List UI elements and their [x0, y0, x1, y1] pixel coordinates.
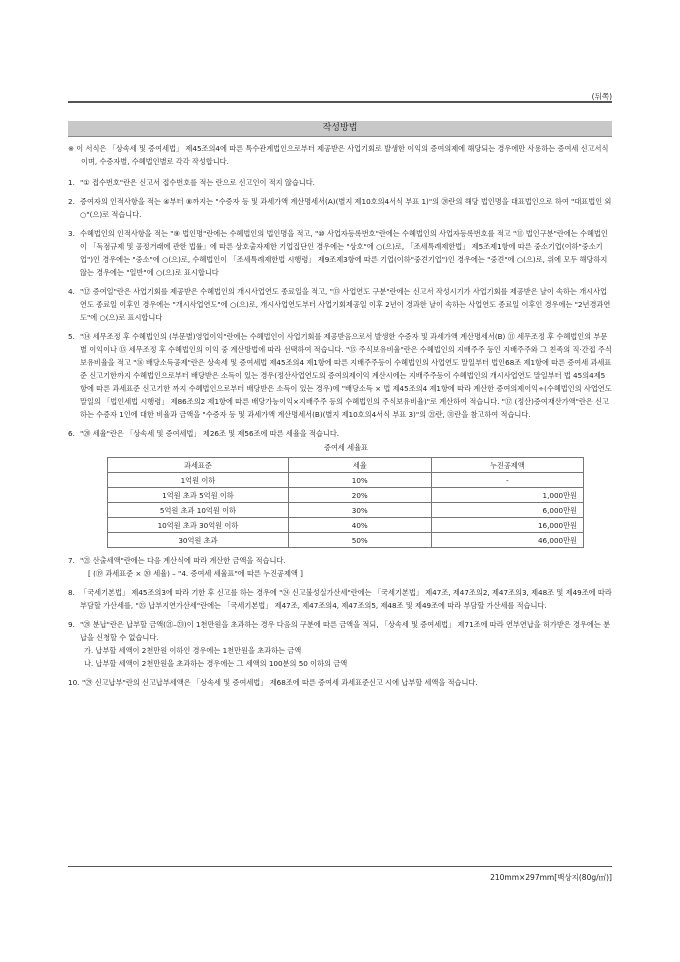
column-header: 세율 — [288, 458, 431, 473]
tax-base-cell: 1억원 이하 — [108, 473, 289, 488]
item-number: 8. — [68, 588, 75, 597]
item-text: "㉙ 신고납부"란의 신고납부세액은 「상속세 및 증여세법」 제68조에 따른 증여세 과세표준신고 시에 납부할 세액을 적습니다. — [82, 678, 478, 687]
tax-rate-cell: 20% — [288, 488, 431, 503]
deduction-cell: 6,000만원 — [431, 503, 583, 518]
instruction-item-10 — [68, 676, 612, 689]
tax-rate-cell: 10% — [288, 473, 431, 488]
item-text: 「국세기본법」 제45조의3에 따라 기한 후 신고를 하는 경우에 "㉔ 신고불성실가산세"란에는 「국세기본법」 제47조, 제47조의2, 제47조의3, 제48조 및 제49조에 따라 부담할 가산세를, "㉕ 납부지연가산세"란에는 「국세기본법」 제47조, 제47조의4, 제47조의5, 제48조 및 제49조에 따라 부담할 가산세를 적습니다. — [80, 588, 612, 610]
item-number: 4. — [68, 287, 75, 296]
tax-base-cell: 30억원 초과 — [108, 533, 289, 548]
table-row — [108, 503, 584, 518]
instruction-item — [68, 176, 612, 189]
section-heading: 작성방법 — [68, 121, 612, 137]
bottom-divider — [68, 866, 612, 867]
tax-rate-table — [107, 457, 584, 548]
item-text: "⑳ 세율"란은 「상속세 및 증여세법」 제26조 및 제56조에 따른 세율을 적습니다. — [80, 429, 340, 438]
item-text: 증여자의 인적사항을 적는 ④부터 ⑧까지는 "수증자 등 및 과세가액 계산명세서(A)(별지 제10호의4서식 부표 1)"의 ⑳란의 해당 법인명을 대표법인으로 하여 "대표법인 외 ○"(으)로 적습니다. — [80, 197, 612, 219]
table-row — [108, 533, 584, 548]
item-text: 수혜법인의 인적사항을 적는 "⑨ 법인명"란에는 수혜법인의 법인명을 적고, "⑩ 사업자등록번호"란에는 수혜법인의 사업자등록번호를 적고 "⑪ 법인구분"란에는 수혜법인이 「독점규제 및 공정거래에 관한 법률」에 따른 상호출자제한 기업집단인 경우에는 "상호"에 ○(으)로, 「조세특례제한법」 제5조제1항에 따른 중소기업(이하"중소기업")인 경우에는 "중소"에 ○(으)로, 수혜법인이 「조세특례제한법 시행령」 제9조제3항에 따른 기업(이하"중견기업")인 경우에는 "중견"에 ○(으)로, 위에 모두 해당하지 않는 경우에는 "일반"에 ○(으)로 표시합니다 — [80, 229, 608, 277]
top-divider — [68, 101, 612, 103]
tax-base-cell: 5억원 초과 10억원 이하 — [108, 503, 289, 518]
item-text: "㉘ 분납"란은 납부할 금액(㉑–㉓)이 1천만원을 초과하는 경우 다음의 구분에 따른 금액을 적되, 「상속세 및 증여세법」 제71조에 따라 연부연납을 허가받은 경우에는 분납을 신청할 수 없습니다. — [80, 620, 611, 642]
deduction-cell: 1,000만원 — [431, 488, 583, 503]
instruction-item — [68, 586, 612, 612]
instruction-item — [68, 227, 612, 279]
item-text: "⑫ 증여일"란은 사업기회를 제공받은 수혜법인의 개시사업연도 종료일을 적고, "⑬ 사업연도 구분"란에는 신고서 작성시기가 사업기회를 제공받은 날이 속하는 개시사업연도 종료일 이후인 경우에는 "개시사업연도"에 ○(으)로, 개시사업연도부터 사업기회제공일 이후 2년이 경과한 날이 속하는 사업연도 종료일 이후인 경우에는 "2년경과연도"에 ○(으)로 표시합니다 — [80, 287, 611, 322]
usage-note: ※ 이 서식은 「상속세 및 증여세법」 제45조의4에 따른 특수관계법인으로부터 제공받은 사업기회로 발생한 이익의 증여의제에 해당되는 경우에만 사용하는 증여세 신고서식이며, 수증자별, 수혜법인별로 각각 작성합니다. — [68, 144, 609, 166]
item-number: 1. — [68, 178, 75, 187]
table-row — [108, 518, 584, 533]
instruction-item — [68, 195, 612, 221]
back-page-label: (뒤쪽) — [591, 92, 612, 101]
instruction-item — [68, 330, 612, 421]
tax-table-title: 증여세 세율표 — [324, 443, 368, 452]
item-text: "① 접수번호"란은 신고서 접수번호를 적는 란으로 신고인이 적지 않습니다. — [80, 178, 315, 187]
table-row — [108, 473, 584, 488]
tax-base-cell: 10억원 초과 30억원 이하 — [108, 518, 289, 533]
item-number: 10. — [68, 678, 80, 687]
deduction-cell: 46,000만원 — [431, 533, 583, 548]
instruction-item — [68, 285, 612, 324]
sub-item-ga: 가. 납부할 세액이 2천만원 이하인 경우에는 1천만원을 초과하는 금액 — [84, 646, 302, 655]
item-text: "⑭ 세무조정 후 수혜법인의 (부문별)영업이익"란에는 수혜법인이 사업기회를 제공받음으로서 발생한 수증자 및 과세가액 계산명세서(B) ⑪ 세무조정 후 수혜법인의 부문별 이익이나 ⑮ 세무조정 후 수혜법인의 이익 중 계산방법에 따라 선택하여 적습니다. "⑮ 주식보유비율"란은 수혜법인의 지배주주 등인 지배주주와 그 친족의 직·간접 주식보유비율을 적고 "⑯ 배당소득공제"란은 상속세 및 증여세법 제45조의4 제1항에 따른 지배주주등이 수혜법인의 사업연도 말일부터 법인68조 제1항에 따른 증여세 과세표준 신고기한까지 수혜법인으로부터 배당받은 소득이 있는 경우(정산사업연도의 증여의제이익 계산시에는 지배주주등이 수혜법인의 개시사업연도 말일부터 법 45의4제5항에 따른 과세표준 신고기한 까지 수혜법인으로부터 배당받은 소득이 있는 경우)에 "배당소득 × 법 제45조의4 제1항에 따라 계산한 증여의제이익÷(수혜법인의 사업연도 말일의 「법인세법 시행령」 제86조의2 제1항에 따른 배당가능이익×지배주주 등의 수혜법인의 주식보유비율)"로 계산하여 적습니다. "⑰ (정산)증여재산가액"란은 신고하는 수증자 1인에 대한 비율과 금액을 "수증자 등 및 과세가액 계산명세서(B)(별지 제10호의4서식 부표 3)"의 ㉑란, ㉛란을 참고하여 적습니다. — [80, 332, 612, 419]
tax-rate-cell: 40% — [288, 518, 431, 533]
column-header: 누진공제액 — [431, 458, 583, 473]
deduction-cell: 16,000만원 — [431, 518, 583, 533]
deduction-cell: - — [431, 473, 583, 488]
item-text: "㉑ 산출세액"란에는 다음 계산식에 따라 계산한 금액을 적습니다. — [80, 556, 286, 565]
paper-size-footer: 210mm×297mm[백상지(80g/㎡)] — [490, 873, 612, 882]
item-number: 5. — [68, 332, 75, 341]
instruction-item-7 — [68, 554, 612, 580]
item-number: 2. — [68, 197, 75, 206]
item-number: 3. — [68, 229, 75, 238]
tax-base-cell: 1억원 초과 5억원 이하 — [108, 488, 289, 503]
column-header: 과세표준 — [108, 458, 289, 473]
tax-rate-cell: 30% — [288, 503, 431, 518]
instruction-item-9 — [68, 618, 612, 670]
tax-formula: [ (⑲ 과세표준 × ⑳ 세율) – "4. 증여세 세율표"에 따른 누진공제액 ] — [88, 569, 303, 578]
item-number: 6. — [68, 429, 75, 438]
instruction-item-6 — [68, 427, 612, 548]
table-header-row — [108, 458, 584, 473]
tax-rate-cell: 50% — [288, 533, 431, 548]
item-number: 7. — [68, 556, 75, 565]
table-row — [108, 488, 584, 503]
sub-item-na: 나. 납부할 세액이 2천만원을 초과하는 경우에는 그 세액의 100분의 50 이하의 금액 — [84, 659, 348, 668]
instructions-body — [68, 142, 612, 695]
item-number: 9. — [68, 620, 75, 629]
